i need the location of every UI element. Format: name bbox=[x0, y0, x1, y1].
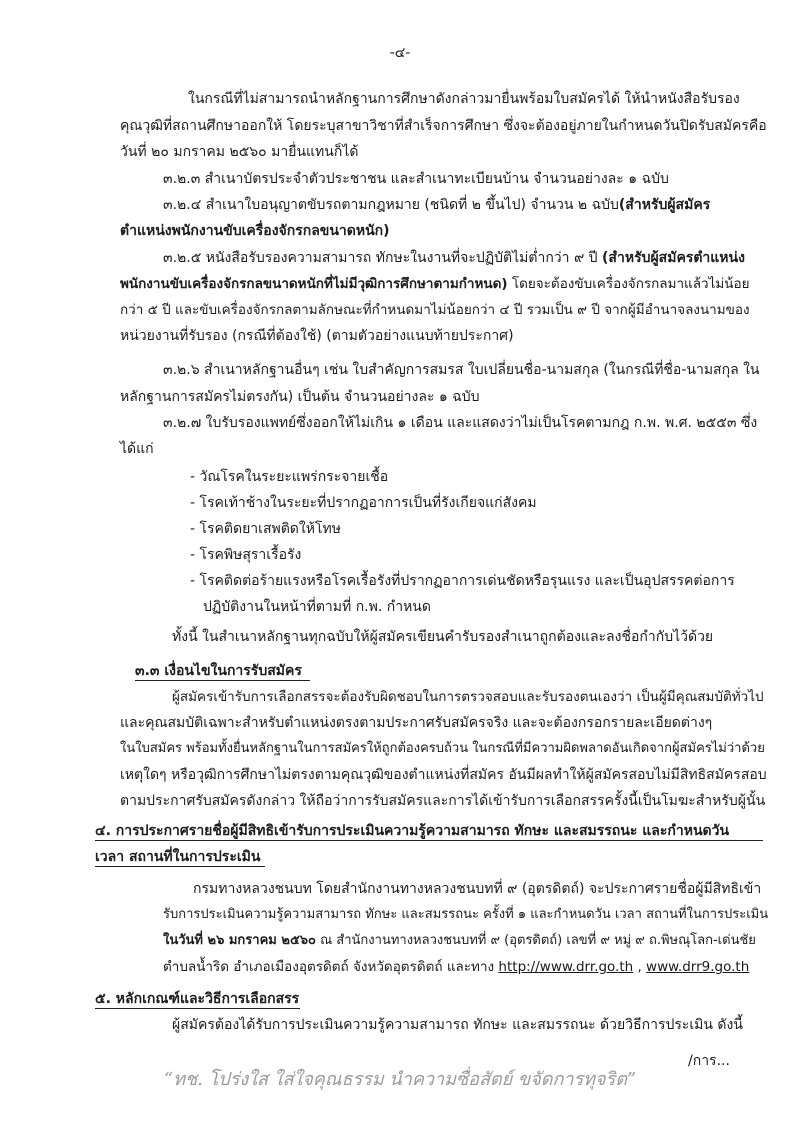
section-4-heading-line2: เวลา สถานที่ในการประเมิน bbox=[95, 849, 261, 865]
item-3-2-5-bold2: พนักงานขับเครื่องจักรกลขนาดหนักที่ไม่มีวุฒิการศึกษาตามกำหนด) bbox=[120, 276, 508, 292]
section-4-line1: กรมทางหลวงชนบท โดยสำนักงานทางหลวงชนบทที่ ๙ (อุตรดิตถ์) จะประกาศรายชื่อผู้มีสิทธิเข้า bbox=[193, 881, 762, 897]
drr9-website-link[interactable]: www.drr9.go.th bbox=[646, 959, 750, 975]
section-3-3-line3: ในใบสมัคร พร้อมทั้งยื่นหลักฐานในการสมัครให้ถูกต้องครบถ้วน ในกรณีที่มีความผิดพลาดอันเกิดจากผู้สมัครไม่ว่าด้วย bbox=[120, 741, 765, 756]
footer-slogan: “ทช. โปร่งใส ใส่ใจคุณธรรม นำความซื่อสัตย์ ขจัดการทุจริต” bbox=[163, 1069, 637, 1090]
section-5-underline bbox=[95, 1008, 300, 1009]
item-3-2-6-line2: หลักฐานการสมัครไม่ตรงกัน) เป็นต้น จำนวนอย่างละ ๑ ฉบับ bbox=[120, 389, 480, 405]
list-item: - วัณโรคในระยะแพร่กระจายเชื้อ bbox=[190, 469, 389, 485]
list-item: - โรคติดต่อร้ายแรงหรือโรคเรื้อรังที่ปรากฏอาการเด่นชัดหรือรุนแรง และเป็นอุปสรรคต่อการ bbox=[190, 573, 735, 589]
item-3-2-4-line1 bbox=[163, 196, 710, 214]
continuation-marker: /การ... bbox=[688, 1053, 730, 1069]
section-4-underline-2 bbox=[95, 866, 265, 867]
section-4-underline-1 bbox=[95, 840, 763, 841]
item-3-2-4-bold: (สำหรับผู้สมัคร bbox=[618, 197, 711, 213]
list-item: - โรคติดยาเสพติดให้โทษ bbox=[190, 521, 341, 537]
item-3-2-4-text: ๓.๒.๔ สำเนาใบอนุญาตขับรถตามกฎหมาย (ชนิดที่ ๒ ขึ้นไป) จำนวน ๒ ฉบับ bbox=[163, 197, 619, 213]
section-4-heading-line1: ๔. การประกาศรายชื่อผู้มีสิทธิเข้ารับการประเมินความรู้ความสามารถ ทักษะ และสมรรถนะ และกำหนดวัน bbox=[95, 823, 730, 839]
item-3-2-7-line1: ๓.๒.๗ ใบรับรองแพทย์ซึ่งออกให้ไม่เกิน ๑ เดือน และแสดงว่าไม่เป็นโรคตามกฎ ก.พ. พ.ศ. ๒๕๕๓ ซึ่ง bbox=[163, 415, 758, 431]
para1-line3: วันที่ ๒๐ มกราคม ๒๕๖๐ มายื่นแทนก็ได้ bbox=[120, 144, 359, 160]
item-3-2-5-bold: (สำหรับผู้สมัครตำแหน่ง bbox=[602, 250, 745, 266]
section-4-line4 bbox=[163, 958, 749, 976]
section-4-line3 bbox=[163, 932, 756, 950]
section-3-3-line1: ผู้สมัครเข้ารับการเลือกสรรจะต้องรับผิดชอบในการตรวจสอบและรับรองตนเองว่า เป็นผู้มีคุณสมบัติทั่วไป bbox=[172, 689, 764, 705]
section-3-3-underline bbox=[135, 680, 310, 681]
drr-website-link[interactable]: http://www.drr.go.th bbox=[498, 959, 634, 975]
item-3-2-4-line2: ตำแหน่งพนักงานขับเครื่องจักรกลขนาดหนัก) bbox=[120, 223, 390, 239]
item-3-2-5-line3: กว่า ๕ ปี และขับเครื่องจักรกลตามลักษณะที่กำหนดมาไม่น้อยกว่า ๔ ปี รวมเป็น ๙ ปี จากผู้มีอำนาจลงนามของ bbox=[120, 302, 750, 318]
section-4-line2: รับการประเมินความรู้ความสามารถ ทักษะ และสมรรถนะ ครั้งที่ ๑ และกำหนดวัน เวลา สถานที่ในการประเมิน bbox=[163, 907, 769, 922]
section-5-line1: ผู้สมัครต้องได้รับการประเมินความรู้ความสามารถ ทักษะ และสมรรถนะ ด้วยวิธีการประเมิน ดังนี้ bbox=[172, 1017, 743, 1033]
section-3-3-heading: ๓.๓ เงื่อนไขในการรับสมัคร bbox=[135, 663, 302, 679]
assessment-venue: ณ สำนักงานทางหลวงชนบทที่ ๙ (อุตรดิตถ์) เลขที่ ๙ หมู่ ๙ ถ.พิษณุโลก-เด่นชัย bbox=[315, 933, 756, 948]
item-3-2-5-line1 bbox=[163, 249, 745, 267]
section-3-3-line2: และคุณสมบัติเฉพาะสำหรับตำแหน่งตรงตามประกาศรับสมัครจริง และจะต้องกรอกรายละเอียดต่างๆ bbox=[120, 715, 713, 731]
certify-note: ทั้งนี้ ในสำเนาหลักฐานทุกฉบับให้ผู้สมัครเขียนคำรับรองสำเนาถูกต้องและลงชื่อกำกับไว้ด้วย bbox=[172, 629, 714, 645]
item-3-2-5-text2: โดยจะต้องขับเครื่องจักรกลมาแล้วไม่น้อย bbox=[507, 276, 750, 292]
item-3-2-6-line1: ๓.๒.๖ สำเนาหลักฐานอื่นๆ เช่น ใบสำคัญการสมรส ใบเปลี่ยนชื่อ-นามสกุล (ในกรณีที่ชื่อ-นามสกุล ใน bbox=[163, 362, 760, 378]
list-item-continuation: ปฏิบัติงานในหน้าที่ตามที่ ก.พ. กำหนด bbox=[203, 599, 431, 615]
item-3-2-5-line4: หน่วยงานที่รับรอง (กรณีที่ต้องใช้) (ตามตัวอย่างแนบท้ายประกาศ) bbox=[120, 328, 514, 344]
list-item: - โรคพิษสุราเรื้อรัง bbox=[190, 547, 302, 563]
section-5-heading: ๕. หลักเกณฑ์และวิธีการเลือกสรร bbox=[95, 991, 300, 1007]
location-text: ตำบลน้ำริด อำเภอเมืองอุตรดิตถ์ จังหวัดอุตรดิตถ์ และทาง bbox=[163, 959, 499, 975]
item-3-2-5-line2 bbox=[120, 275, 750, 293]
page-number: -๔- bbox=[389, 45, 411, 61]
item-3-2-5-text: ๓.๒.๕ หนังสือรับรองความสามารถ ทักษะในงานที่จะปฏิบัติไม่ต่ำกว่า ๙ ปี bbox=[163, 250, 603, 266]
para1-line2: คุณวุฒิที่สถานศึกษาออกให้ โดยระบุสาขาวิชาที่สำเร็จการศึกษา ซึ่งจะต้องอยู่ภายในกำหนดวันปิดรับสมัครคือ bbox=[120, 118, 767, 134]
item-3-2-3: ๓.๒.๓ สำเนาบัตรประจำตัวประชาชน และสำเนาทะเบียนบ้าน จำนวนอย่างละ ๑ ฉบับ bbox=[163, 171, 669, 187]
assessment-date: ในวันที่ ๒๖ มกราคม ๒๕๖๐ bbox=[163, 933, 316, 948]
section-3-3-line4: เหตุใดๆ หรือวุฒิการศึกษาไม่ตรงตามคุณวุฒิของตำแหน่งที่สมัคร อันมีผลทำให้ผู้สมัครสอบไม่มีสิทธิสมัครสอบ bbox=[120, 767, 767, 783]
section-3-3-line5: ตามประกาศรับสมัครดังกล่าว ให้ถือว่าการรับสมัครและการได้เข้ารับการเลือกสรรครั้งนี้เป็นโมฆะสำหรับผู้นั้น bbox=[120, 793, 766, 809]
list-item: - โรคเท้าช้างในระยะที่ปรากฏอาการเป็นที่รังเกียจแก่สังคม bbox=[190, 495, 537, 511]
item-3-2-7-line2: ได้แก่ bbox=[120, 441, 154, 457]
link-separator: , bbox=[633, 959, 647, 975]
para1-line1: ในกรณีที่ไม่สามารถนำหลักฐานการศึกษาดังกล่าวมายื่นพร้อมใบสมัครได้ ให้นำหนังสือรับรอง bbox=[188, 91, 740, 107]
